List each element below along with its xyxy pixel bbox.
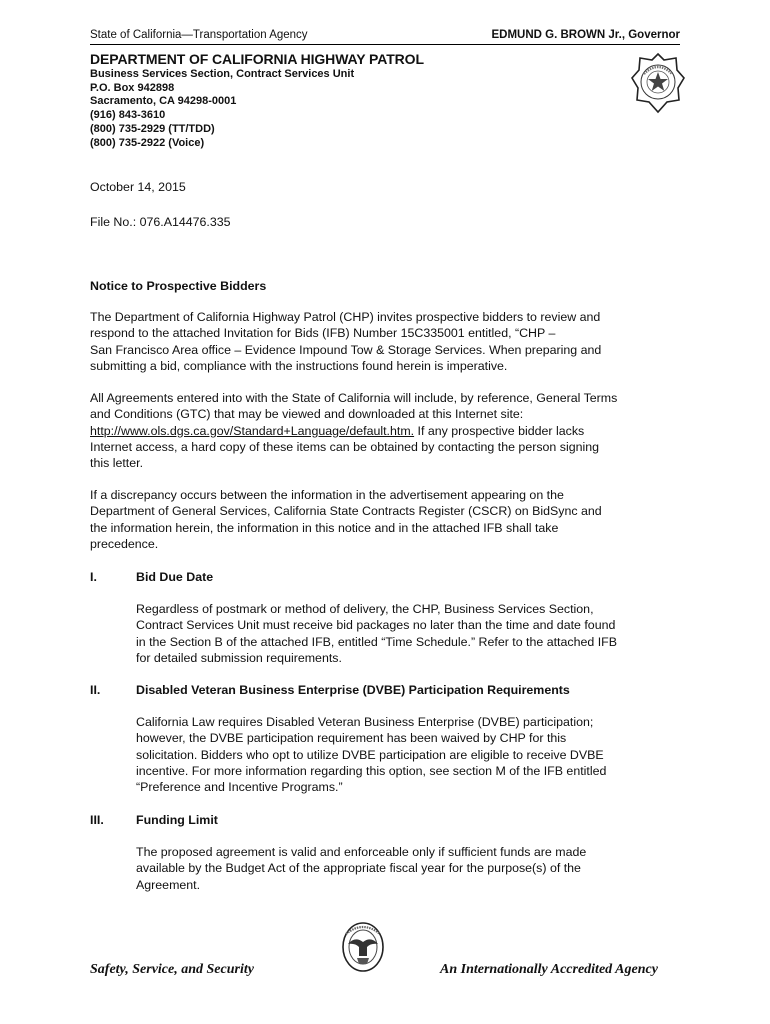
paragraph-line: the information herein, the information in this notice and in the attached IFB shall take: [90, 520, 559, 535]
section-line: for detailed submission requirements.: [136, 650, 342, 665]
section-line: Regardless of postmark or method of delivery, the CHP, Business Services Section,: [136, 602, 594, 616]
section-line: in the Section B of the attached IFB, entitled “Time Schedule.” Refer to the attached IFB: [136, 634, 617, 649]
section-line: incentive. For more information regarding this option, see section M of the IFB entitled: [136, 763, 607, 778]
section-line: however, the DVBE participation requirement has been waived by CHP for this: [136, 731, 567, 746]
section-line: Agreement.: [136, 877, 201, 892]
paragraph-line: respond to the attached Invitation for Bids (IFB) Number 15C335001 entitled, “CHP –: [90, 326, 556, 341]
section-line: solicitation. Bidders who opt to utilize DVBE participation are eligible to receive DVBE: [136, 747, 604, 762]
paragraph-text: If any prospective bidder lacks: [414, 423, 585, 438]
paragraph-line: All Agreements entered into with the State of California will include, by reference, General Terms: [90, 391, 618, 405]
paragraph-line: Department of General Services, California State Contracts Register (CSCR) on BidSync and: [90, 504, 602, 519]
section-number: II.: [90, 683, 101, 697]
notice-heading: Notice to Prospective Bidders: [90, 279, 267, 293]
paragraph-line: Internet access, a hard copy of these items can be obtained by contacting the person signing: [90, 439, 600, 454]
department-address: [90, 68, 354, 150]
section-body: [136, 714, 696, 795]
paragraph-line: precedence.: [90, 536, 159, 551]
section-line: The proposed agreement is valid and enforceable only if sufficient funds are made: [136, 845, 587, 859]
paragraph-line: The Department of California Highway Patrol (CHP) invites prospective bidders to review and: [90, 310, 601, 324]
section-number: III.: [90, 813, 104, 827]
eagle-emblem-icon: [340, 920, 386, 974]
governor-name: EDMUND G. BROWN Jr., Governor: [491, 29, 680, 41]
chp-badge-icon: [630, 52, 686, 114]
address-line: (916) 843-3610: [90, 109, 166, 122]
paragraph-line: If a discrepancy occurs between the information in the advertisement appearing on the: [90, 488, 564, 502]
gtc-link[interactable]: http://www.ols.dgs.ca.gov/Standard+Language/default.htm.: [90, 423, 415, 438]
section-body: [136, 601, 696, 666]
address-line: (800) 735-2922 (Voice): [90, 136, 205, 149]
discrepancy-paragraph: [90, 487, 690, 552]
agency-name: State of California—Transportation Agency: [90, 29, 308, 41]
letterhead-top-line: [90, 29, 680, 44]
paragraph-line: San Francisco Area office – Evidence Impound Tow & Storage Services. When preparing and: [90, 342, 602, 357]
footer-motto: Safety, Service, and Security: [90, 962, 254, 977]
footer-accreditation: An Internationally Accredited Agency: [440, 962, 658, 977]
paragraph-line: submitting a bid, compliance with the instructions found herein is imperative.: [90, 358, 508, 373]
section-line: “Preference and Incentive Programs.”: [136, 780, 343, 795]
paragraph-line: and Conditions (GTC) that may be viewed and downloaded at this Internet site:: [90, 407, 524, 422]
address-line: P.O. Box 942898: [90, 81, 175, 94]
paragraph-line: [90, 423, 690, 439]
gtc-paragraph: [90, 390, 690, 471]
paragraph-line: this letter.: [90, 456, 144, 471]
address-line: Sacramento, CA 94298-0001: [90, 95, 237, 108]
file-number: File No.: 076.A14476.335: [90, 215, 231, 229]
address-line: (800) 735-2929 (TT/TDD): [90, 122, 215, 135]
letter-date: October 14, 2015: [90, 180, 186, 194]
section-number: I.: [90, 570, 97, 584]
department-name: DEPARTMENT OF CALIFORNIA HIGHWAY PATROL: [90, 51, 424, 67]
section-line: California Law requires Disabled Veteran Business Enterprise (DVBE) participation;: [136, 715, 594, 729]
section-line: Contract Services Unit must receive bid packages no later than the time and date found: [136, 618, 616, 633]
section-title: Disabled Veteran Business Enterprise (DVBE) Participation Requirements: [136, 683, 570, 697]
section-body: [136, 844, 696, 893]
header-rule: [90, 44, 680, 45]
section-title: Bid Due Date: [136, 570, 214, 584]
address-line: Business Services Section, Contract Services Unit: [90, 68, 355, 80]
intro-paragraph: [90, 309, 690, 374]
section-title: Funding Limit: [136, 813, 218, 827]
section-line: available by the Budget Act of the appropriate fiscal year for the purpose(s) of the: [136, 861, 581, 876]
